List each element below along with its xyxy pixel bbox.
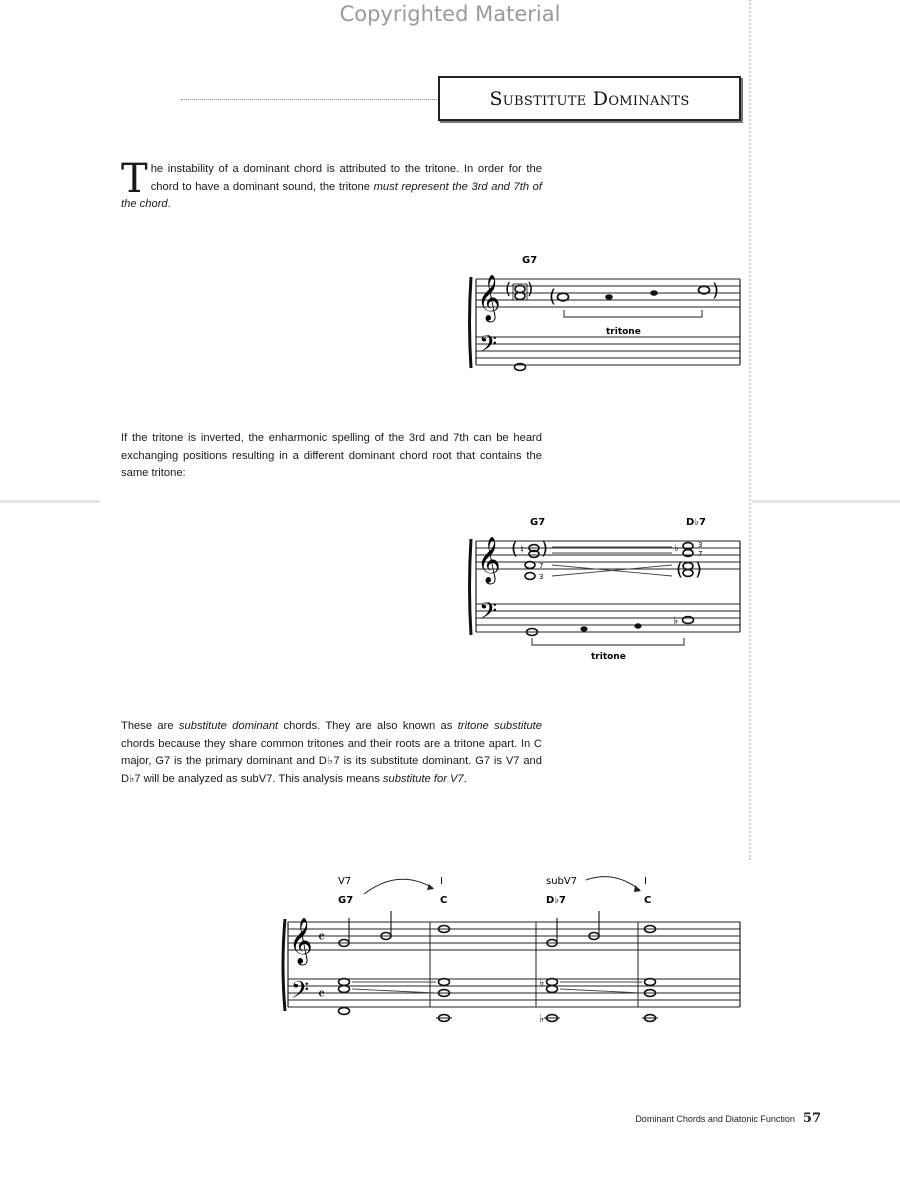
right-number-3: 3 [698,541,703,549]
common-time-treble: 𝄴 [318,928,325,946]
chord-c-second: C [644,895,652,906]
p3-italic-2: tritone substitute [457,720,542,732]
chord-symbol-g7: G7 [522,255,538,266]
paragraph-inversion: If the tritone is inverted, the enharmonic spelling of the 3rd and 7th can be heard exchanging positions resulting in a different dominant chord root that contains the same tritone: [121,432,542,480]
svg-text:(: ( [676,559,684,580]
system-brace [470,277,472,368]
svg-text:♭: ♭ [673,614,679,627]
page-divider-left [0,500,100,503]
measure-3-notes [539,911,599,1025]
common-time-bass: 𝄴 [318,985,325,1003]
chord-g7: G7 [338,895,354,906]
paragraph-intro-italic: must represent the 3rd and 7th of the chord [121,180,542,211]
tritone-label: tritone [606,327,641,337]
drop-cap: T [121,156,148,202]
svg-text:): ) [541,538,549,559]
svg-text:♮: ♮ [520,543,524,556]
page-divider-right [752,500,900,503]
left-number-7: 7 [539,562,544,570]
music-example-progressions [278,868,748,1028]
p3-text-d: . [463,772,467,785]
heading-rule [181,99,439,100]
p3-text-c: chords because they share common tritones and their roots are a tritone apart. In C major, G7 is the primary dominant and D♭7 is its substitute dominant. G7 is V7 and D♭7 will be analyzed as subV7. This analysis means [121,737,542,785]
p3-italic-1: substitute dominant [178,720,279,732]
section-title-box [438,76,741,121]
treble-clef: 𝄞 [289,918,313,964]
system-brace [470,539,472,635]
page-edge-dotted-line [749,0,751,860]
tritone-bracket [532,638,684,645]
music-example-tritone [462,248,748,378]
chord-c-first: C [440,895,448,906]
roman-i-first: I [440,876,443,887]
chord-symbol-g7: G7 [530,517,546,528]
p3-text-a: These are [121,720,179,732]
system-brace [283,919,285,1011]
svg-text:(: ( [505,279,512,298]
voice-leading-lines [352,982,642,993]
bass-clef: 𝄢 [291,976,310,1009]
treble-clef: 𝄞 [477,275,501,321]
paragraph-intro [121,156,542,214]
paragraph-substitute [121,718,542,788]
svg-text:): ) [712,280,720,301]
svg-text:♭: ♭ [539,1012,545,1025]
treble-clef: 𝄞 [477,537,501,583]
svg-text:♭: ♭ [539,976,545,989]
tritone-label: tritone [591,652,626,662]
roman-v7: V7 [338,876,352,887]
svg-text:(: ( [549,286,557,307]
measure-1-notes [339,911,392,1014]
running-head: Dominant Chords and Diatonic Function [635,1114,795,1124]
p3-italic-3: substitute for V7 [382,772,464,785]
bass-clef: 𝄢 [479,330,498,363]
page-footer [635,1111,821,1126]
music-example-inverted-tritone [462,510,748,665]
resolution-arrow-2 [586,877,640,890]
paragraph-intro-end: . [167,198,171,211]
chord-symbol-db7: D♭7 [686,517,706,528]
roman-i-second: I [644,876,647,887]
svg-text:): ) [527,279,534,298]
bass-clef: 𝄢 [479,597,498,630]
chord-db7: D♭7 [546,895,566,906]
p3-text-b: chords. They are also known as [278,720,458,732]
svg-text:♭: ♭ [674,543,679,554]
roman-subv7: subV7 [546,876,578,887]
section-title: Substitute Dominants [489,87,690,110]
copyright-watermark: Copyrighted Material [339,2,561,26]
g7-chord [505,279,533,300]
svg-text:(: ( [511,538,519,559]
resolution-arrow-1 [364,879,433,894]
paragraph-intro-text: he instability of a dominant chord is attributed to the tritone. In order for the chord to have a dominant sound, the tritone [150,163,542,193]
page-number: 57 [802,1111,821,1126]
svg-text:): ) [695,559,703,580]
tritone-bracket [564,310,702,317]
left-number-3: 3 [539,573,544,581]
right-number-7: 7 [698,550,703,558]
